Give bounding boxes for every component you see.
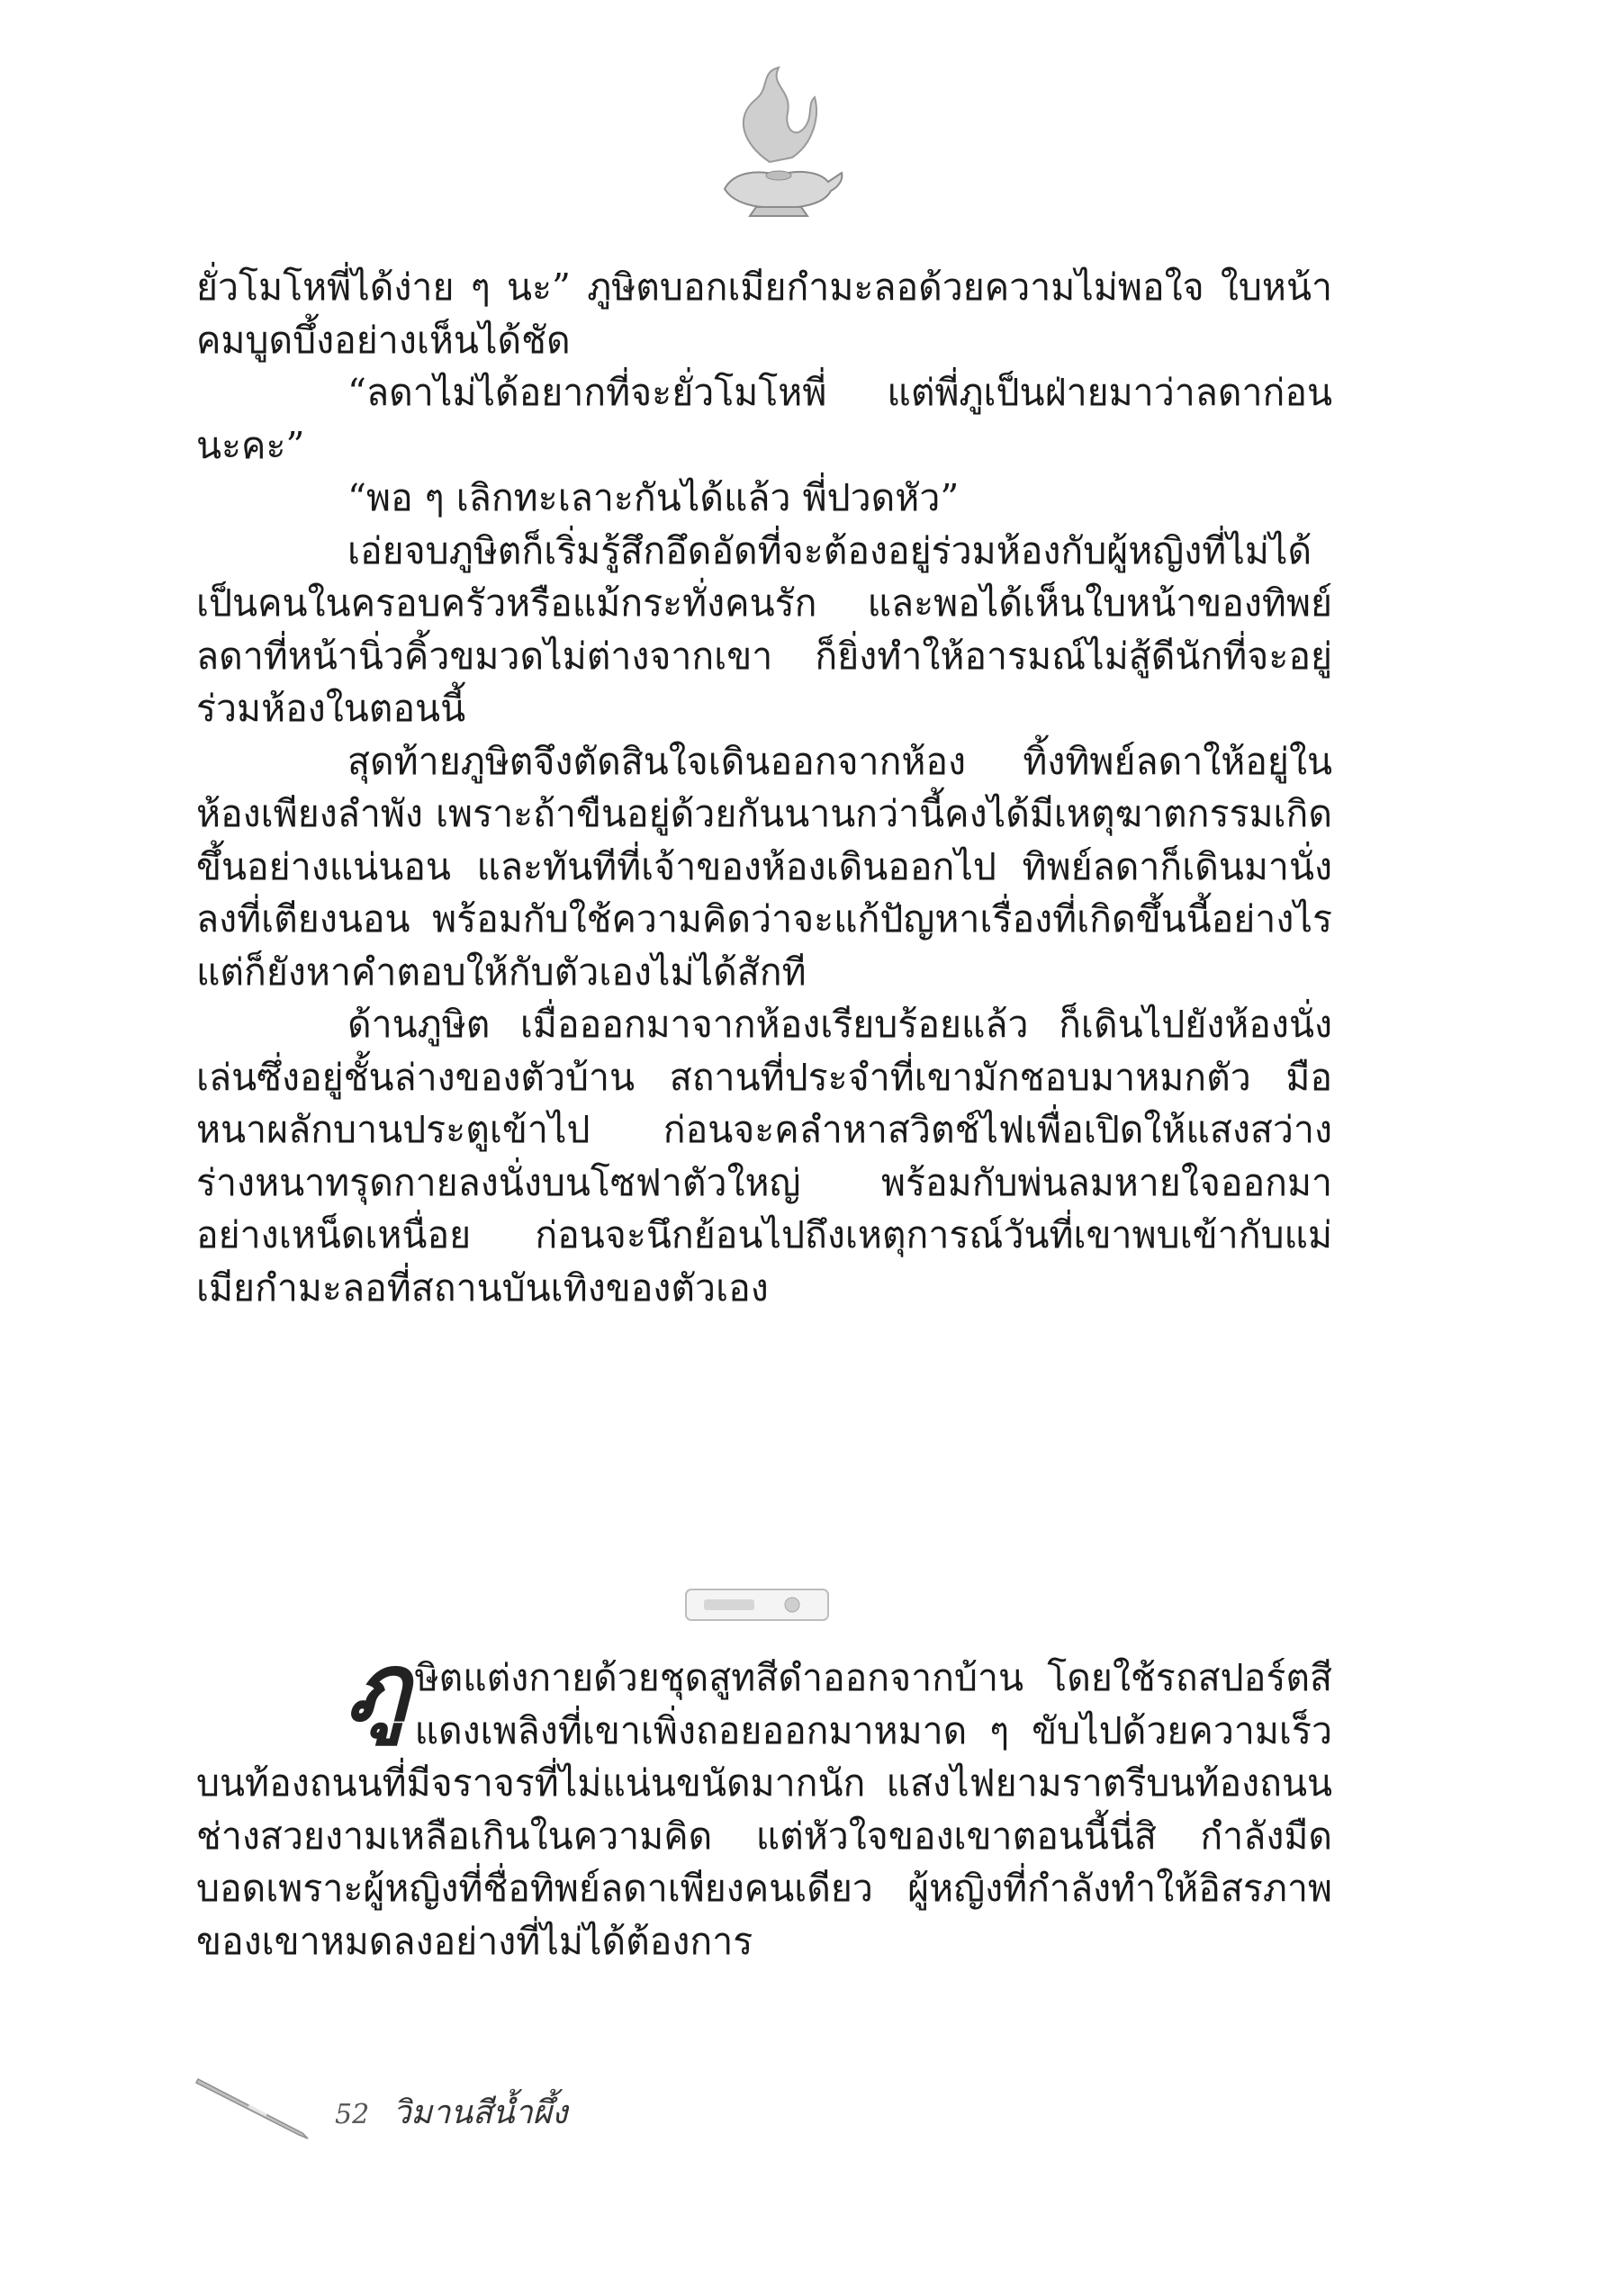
paragraph-4: เอ่ยจบภูษิตก็เริ่มรู้สึกอึดอัดที่จะต้องอยู่ร่วมห้องกับผู้หญิงที่ไม่ได้เป็นคนในครอบครัวหรือแม้กระทั่งคนรัก และพอได้เห็นใบหน้าของทิพย์ลดาที่หน้านิ่วคิ้วขมวดไม่ต่างจากเขา ก็ยิ่งทำให้อารมณ์ไม่สู้ดีนักที่จะอยู่ร่วมห้องในตอนนี้	[196, 528, 1332, 730]
page-number: 52	[335, 2099, 370, 2130]
section-paragraph-text: ษิตแต่งกายด้วยชุดสูทสีดำออกจากบ้าน โดยใช้รถสปอร์ตสีแดงเพลิงที่เขาเพิ่งถอยออกมาหมาด ๆ ขับไปด้วยความเร็วบนท้องถนนที่มีจราจรที่ไม่แน่นขนัดมากนัก แสงไฟยามราตรีบนท้องถนนช่างสวยงามเหลือเกินในความคิด แต่หัวใจของเขาตอนนี้นี่สิ กำลังมืดบอดเพราะผู้หญิงที่ชื่อทิพย์ลดาเพียงคนเดียว ผู้หญิงที่กำลังทำให้อิสรภาพของเขาหมดลงอย่างที่ไม่ได้ต้องการ	[196, 1656, 1332, 1963]
paragraph-1: ยั่วโมโหพี่ได้ง่าย ๆ นะ” ภูษิตบอกเมียกำมะลอด้วยความไม่พอใจ ใบหน้าคมบูดบึ้งอย่างเห็นได้ชัด	[196, 266, 1332, 362]
pen-icon	[194, 2070, 320, 2142]
book-title: วิมานสีน้ำผึ้ง	[392, 2094, 568, 2131]
page-footer	[335, 2086, 567, 2138]
paragraph-2: “ลดาไม่ได้อยากที่จะยั่วโมโหพี่ แต่พี่ภูเป็นฝ่ายมาว่าลดาก่อน นะคะ”	[196, 371, 1332, 467]
paragraph-3: “พอ ๆ เลิกทะเลาะกันได้แล้ว พี่ปวดหัว”	[347, 476, 960, 519]
section-break-ornament	[684, 1584, 830, 1625]
paragraph-6: ด้านภูษิต เมื่อออกมาจากห้องเรียบร้อยแล้ว ก็เดินไปยังห้องนั่งเล่นซึ่งอยู่ชั้นล่างของตัวบ้าน สถานที่ประจำที่เขามักชอบมาหมกตัว มือหนาผลักบานประตูเข้าไป ก่อนจะคลำหาสวิตช์ไฟเพื่อเปิดให้แสงสว่าง ร่างหนาทรุดกายลงนั่งบนโซฟาตัวใหญ่ พร้อมกับพ่นลมหายใจออกมาอย่างเหน็ดเหนื่อย ก่อนจะนึกย้อนไปถึงเหตุการณ์วันที่เขาพบเข้ากับแม่เมียกำมะลอที่สถานบันเทิงของตัวเอง	[196, 1003, 1332, 1310]
body-text	[196, 261, 1332, 1314]
drop-cap: ภู	[347, 1632, 410, 1742]
section-paragraph	[196, 1632, 1332, 1967]
paragraph-5: สุดท้ายภูษิตจึงตัดสินใจเดินออกจากห้อง ทิ้งทิพย์ลดาให้อยู่ในห้องเพียงลำพัง เพราะถ้าขืนอยู่ด้วยกันนานกว่านี้คงได้มีเหตุฆาตกรรมเกิดขึ้นอย่างแน่นอน และทันทีที่เจ้าของห้องเดินออกไป ทิพย์ลดาก็เดินมานั่งลงที่เตียงนอน พร้อมกับใช้ความคิดว่าจะแก้ปัญหาเรื่องที่เกิดขึ้นนี้อย่างไร แต่ก็ยังหาคำตอบให้กับตัวเองไม่ได้สักที	[196, 739, 1332, 994]
magic-lamp-ornament	[707, 63, 851, 225]
section-text	[196, 1632, 1332, 1967]
